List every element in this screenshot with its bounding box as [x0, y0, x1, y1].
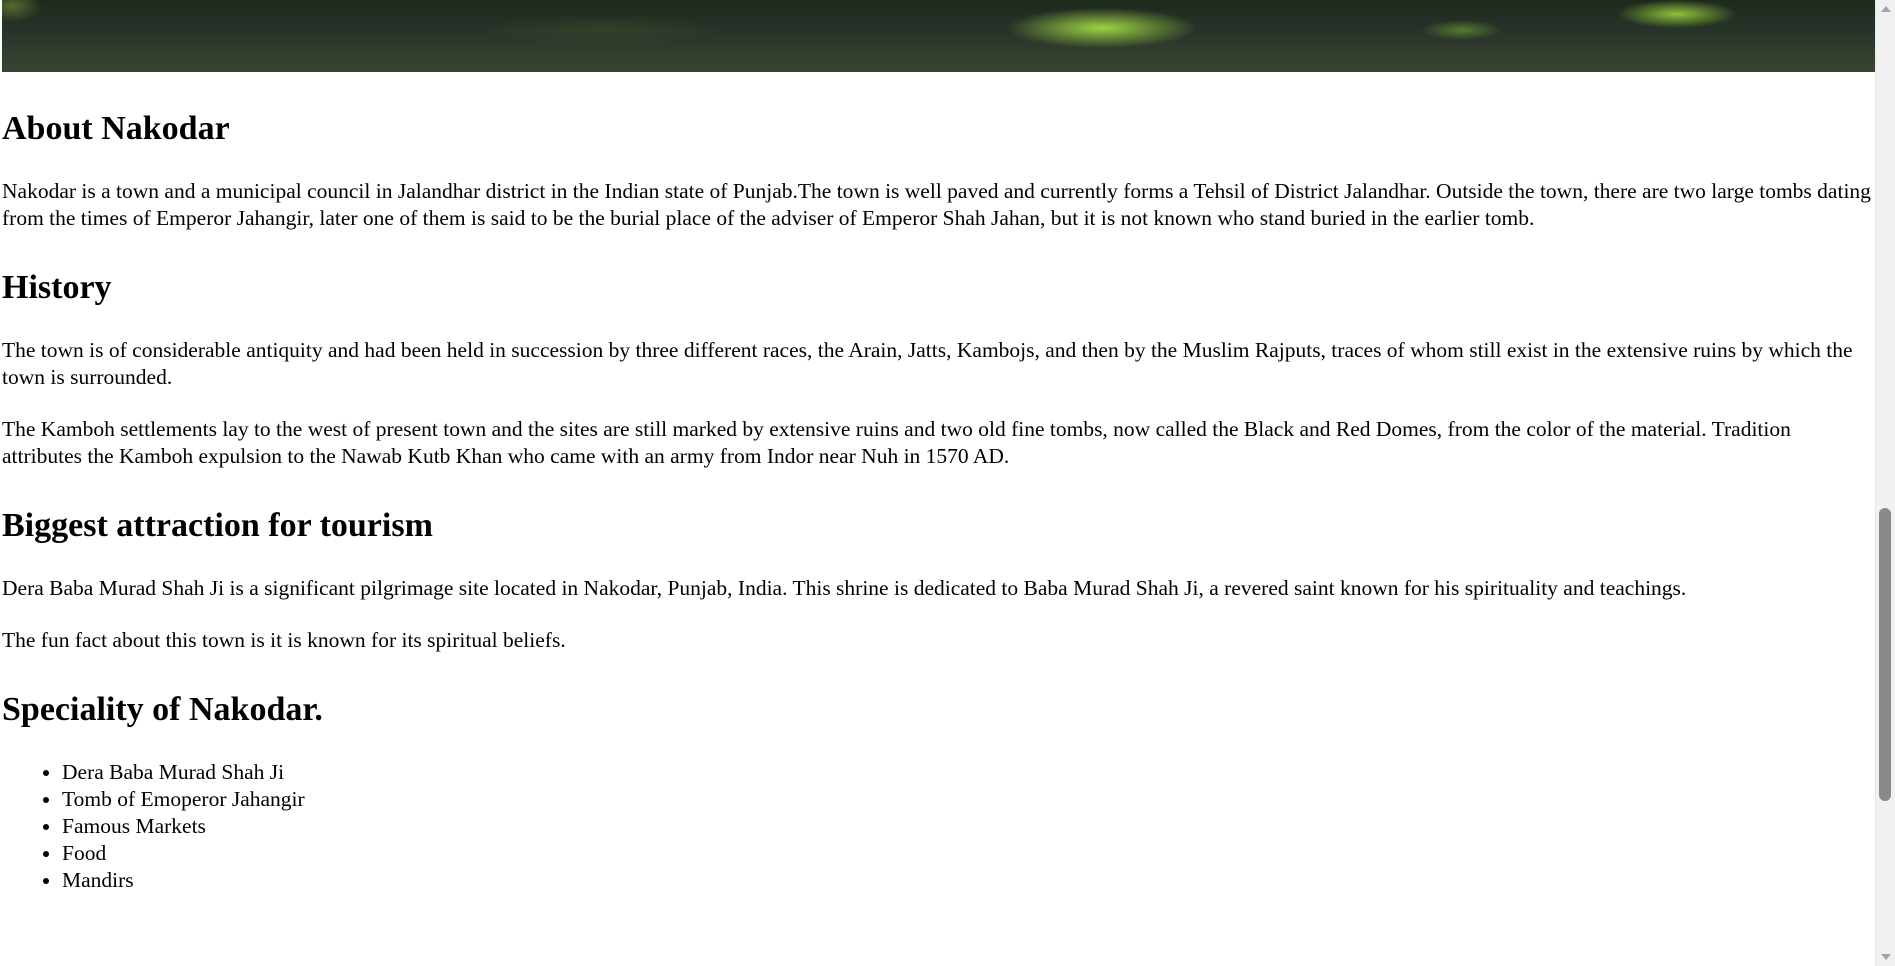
list-item: • Famous Markets [62, 813, 1872, 840]
list-item: • Food [62, 840, 1872, 867]
vertical-scrollbar[interactable] [1875, 0, 1895, 966]
tourism-paragraph-2: The fun fact about this town is it is known for its spiritual beliefs. [2, 628, 566, 652]
list-item: • Tomb of Emoperor Jahangir [62, 786, 1872, 813]
history-paragraph-2: The Kamboh settlements lay to the west of present town and the sites are still marked by extensive ruins and two old fine tombs, now called the Black and Red Domes, from the color of the material. Tradition attributes the Kamboh expulsion to the Nawab Kutb Khan who came with an army from Indor near Nuh in 1570 AD. [2, 417, 1791, 468]
scrollbar-thumb[interactable] [1879, 508, 1891, 801]
history-paragraph-1: The town is of considerable antiquity and had been held in succession by three different races, the Arain, Jatts, Kambojs, and then by the Muslim Rajputs, traces of whom still exist in the extensive ruins by which the town is surrounded. [2, 338, 1853, 389]
scroll-down-arrow-icon[interactable] [1876, 949, 1895, 966]
scroll-up-arrow-icon[interactable] [1876, 0, 1895, 17]
tourism-heading: Biggest attraction for tourism [2, 507, 433, 544]
list-item: • Mandirs [62, 867, 1872, 894]
about-heading: About Nakodar [2, 110, 230, 147]
about-paragraph: Nakodar is a town and a municipal council in Jalandhar district in the Indian state of Punjab.The town is well paved and currently forms a Tehsil of District Jalandhar. Outside the town, there are two large tombs dating from the times of Emperor Jahangir, later one of them is said to be the burial place of the adviser of Emperor Shah Jahan, but it is not known who stand buried in the earlier tomb. [2, 179, 1871, 230]
history-heading: History [2, 269, 112, 306]
list-item: • Dera Baba Murad Shah Ji [62, 759, 1872, 786]
hero-image [2, 0, 1875, 72]
speciality-list [2, 759, 1872, 894]
main-content [2, 72, 1872, 894]
speciality-heading: Speciality of Nakodar. [2, 691, 323, 728]
tourism-paragraph-1: Dera Baba Murad Shah Ji is a significant pilgrimage site located in Nakodar, Punjab, India. This shrine is dedicated to Baba Murad Shah Ji, a revered saint known for his spirituality and teachings. [2, 576, 1687, 600]
